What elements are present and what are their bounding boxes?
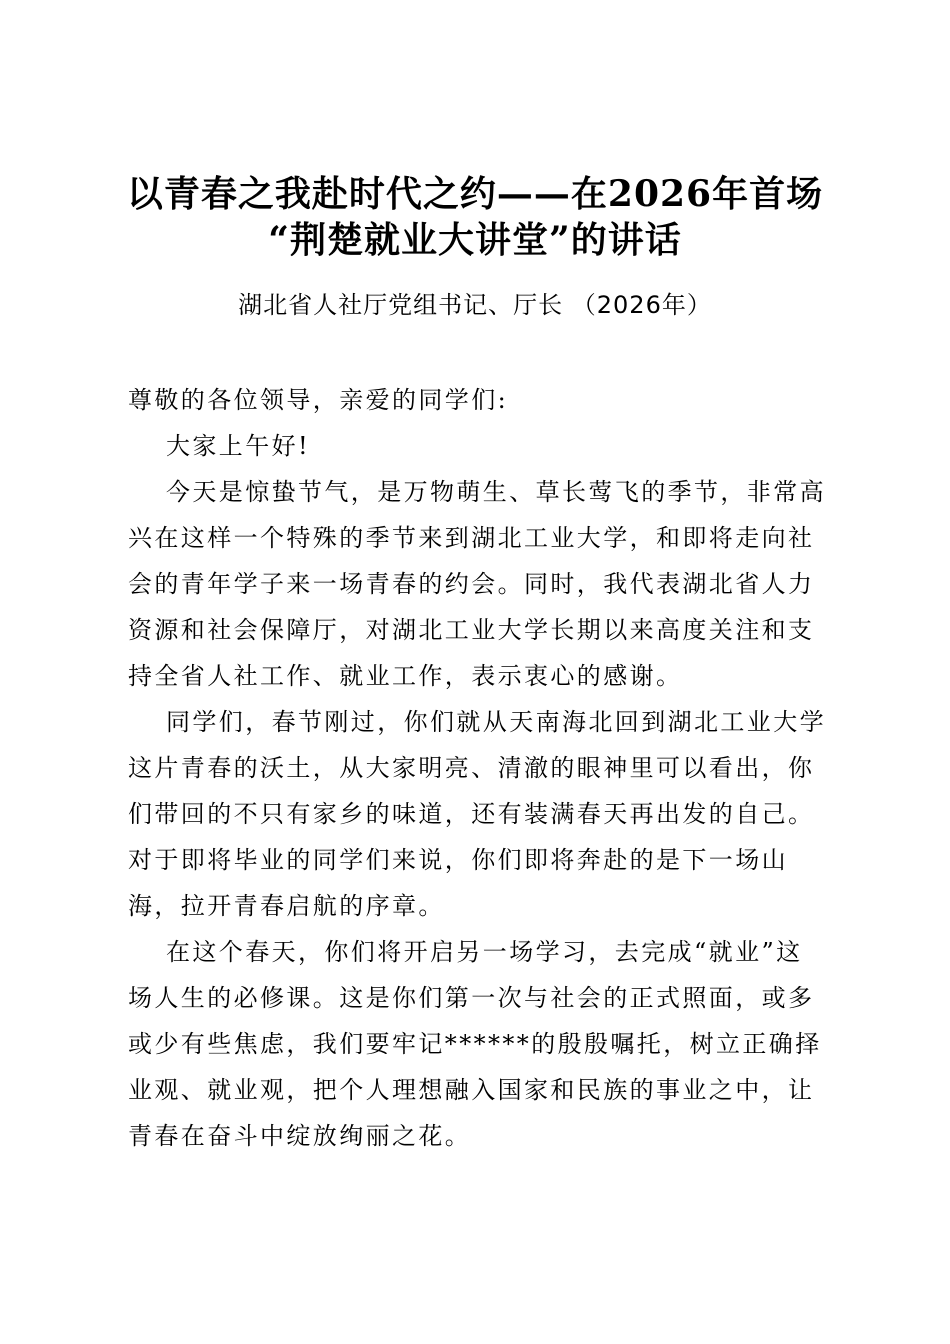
paragraph-1: 今天是惊蛰节气，是万物萌生、草长莺飞的季节，非常高兴在这样一个特殊的季节来到湖北工业大学，和即将走向社会的青年学子来一场青春的约会。同时，我代表湖北省人力资源和社会保障厅，对湖北工业大学长期以来高度关注和支持全省人社工作、就业工作，表示衷心的感谢。 — [128, 478, 826, 690]
paragraph-2: 同学们，春节刚过，你们就从天南海北回到湖北工业大学这片青春的沃土，从大家明亮、清澈的眼神里可以看出，你们带回的不只有家乡的味道，还有装满春天再出发的自己。对于即将毕业的同学们来说，你们即将奔赴的是下一场山海，拉开青春启航的序章。 — [128, 708, 826, 920]
document-title-line-1: 以青春之我赴时代之约——在2026年首场 — [126, 173, 824, 215]
paragraph-3: 在这个春天，你们将开启另一场学习，去完成“就业”这场人生的必修课。这是你们第一次与社会的正式照面，或多或少有些焦虑，我们要牢记******的殷殷嘱托，树立正确择业观、就业观，把个人理想融入国家和民族的事业之中，让青春在奋斗中绽放绚丽之花。 — [128, 938, 822, 1150]
document-title-line-2: “荆楚就业大讲堂”的讲话 — [268, 219, 682, 261]
salutation: 尊敬的各位领导，亲爱的同学们: — [128, 386, 509, 414]
paragraph-greeting: 大家上午好! — [166, 432, 311, 460]
document-subtitle: 湖北省人社厅党组书记、厅长 （2026年） — [238, 291, 712, 319]
document-body — [128, 377, 828, 1159]
